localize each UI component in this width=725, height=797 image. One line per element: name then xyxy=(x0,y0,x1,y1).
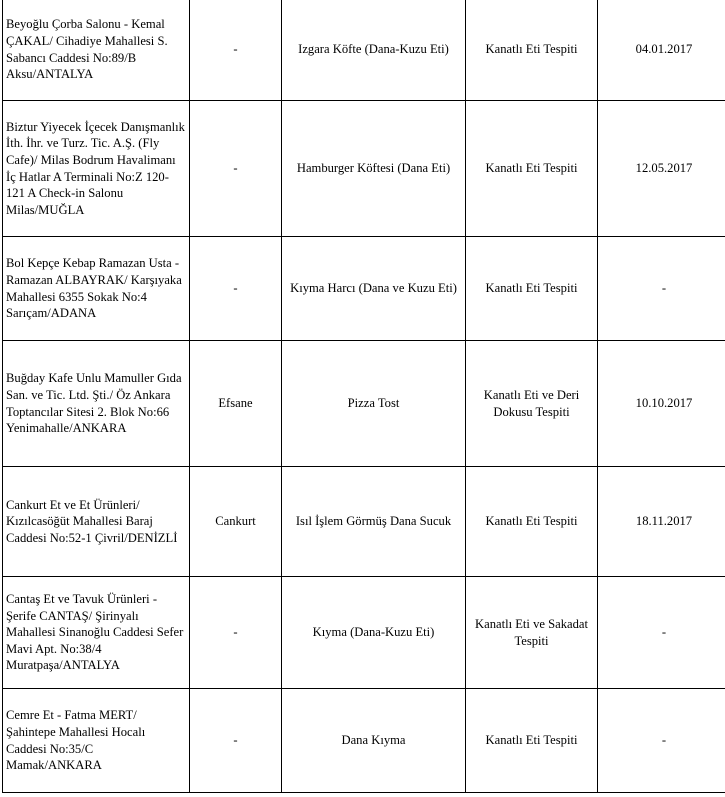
product-name: Kıyma Harcı (Dana ve Kuzu Eti) xyxy=(290,281,457,296)
finding-text: Kanatlı Eti Tespiti xyxy=(485,281,578,296)
firm-cell xyxy=(3,237,190,341)
brand-name: - xyxy=(233,281,238,296)
finding-text: Kanatlı Eti ve Deri Dokusu Tespiti xyxy=(483,387,580,419)
product-name: Pizza Tost xyxy=(347,396,400,411)
date-text: - xyxy=(661,625,667,640)
finding-cell xyxy=(466,577,598,689)
finding-cell xyxy=(466,0,598,101)
firm-cell xyxy=(3,341,190,467)
firm-name-address: Cemre Et - Fatma MERT/ Şahintepe Mahallesi Hocalı Caddesi No:35/C Mamak/ANKARA xyxy=(6,708,146,773)
table-row xyxy=(3,689,725,793)
firm-cell xyxy=(3,0,190,101)
date-cell xyxy=(598,341,725,467)
product-cell xyxy=(282,467,466,577)
product-name: Kıyma (Dana-Kuzu Eti) xyxy=(312,625,435,640)
finding-text: Kanatlı Eti Tespiti xyxy=(485,733,578,748)
finding-cell xyxy=(466,689,598,793)
product-name: Dana Kıyma xyxy=(341,733,406,748)
product-cell xyxy=(282,0,466,101)
date-text: 10.10.2017 xyxy=(635,396,693,411)
product-cell xyxy=(282,577,466,689)
date-cell xyxy=(598,467,725,577)
date-text: 12.05.2017 xyxy=(635,161,693,176)
date-text: 04.01.2017 xyxy=(635,42,693,57)
product-cell xyxy=(282,101,466,237)
date-cell xyxy=(598,689,725,793)
brand-name: Cankurt xyxy=(215,514,256,529)
firm-cell xyxy=(3,689,190,793)
brand-cell xyxy=(190,467,282,577)
table-row xyxy=(3,577,725,689)
date-cell xyxy=(598,237,725,341)
table-row xyxy=(3,0,725,101)
records-table xyxy=(2,0,725,793)
finding-cell xyxy=(466,341,598,467)
date-cell xyxy=(598,0,725,101)
product-name: Izgara Köfte (Dana-Kuzu Eti) xyxy=(298,42,449,57)
product-name: Isıl İşlem Görmüş Dana Sucuk xyxy=(295,514,452,529)
date-text: 18.11.2017 xyxy=(635,514,693,529)
firm-name-address: Beyoğlu Çorba Salonu - Kemal ÇAKAL/ Cihadiye Mahallesi S. Sabancı Caddesi No:89/B Aksu/ANTALYA xyxy=(6,17,168,82)
firm-cell xyxy=(3,577,190,689)
brand-cell xyxy=(190,341,282,467)
finding-cell xyxy=(466,467,598,577)
firm-name-address: Cankurt Et ve Et Ürünleri/ Kızılcasöğüt Mahallesi Baraj Caddesi No:52-1 Çivril/DENİZLİ xyxy=(6,497,178,545)
finding-text: Kanatlı Eti Tespiti xyxy=(485,161,578,176)
firm-cell xyxy=(3,467,190,577)
product-cell xyxy=(282,341,466,467)
brand-cell xyxy=(190,101,282,237)
brand-name: - xyxy=(233,42,238,57)
brand-cell xyxy=(190,689,282,793)
firm-name-address: Bol Kepçe Kebap Ramazan Usta - Ramazan ALBAYRAK/ Karşıyaka Mahallesi 6355 Sokak No:4 Sarıçam/ADANA xyxy=(6,256,182,321)
table-row xyxy=(3,101,725,237)
date-text: - xyxy=(661,281,667,296)
brand-cell xyxy=(190,0,282,101)
finding-cell xyxy=(466,101,598,237)
table-row xyxy=(3,467,725,577)
brand-cell xyxy=(190,577,282,689)
table-row xyxy=(3,341,725,467)
finding-text: Kanatlı Eti ve Sakadat Tespiti xyxy=(475,616,588,648)
brand-name: - xyxy=(233,733,238,748)
finding-cell xyxy=(466,237,598,341)
product-cell xyxy=(282,689,466,793)
brand-cell xyxy=(190,237,282,341)
date-cell xyxy=(598,577,725,689)
date-cell xyxy=(598,101,725,237)
product-cell xyxy=(282,237,466,341)
table-row xyxy=(3,237,725,341)
finding-text: Kanatlı Eti Tespiti xyxy=(485,42,578,57)
brand-name: - xyxy=(233,161,238,176)
date-text: - xyxy=(661,733,667,748)
firm-cell xyxy=(3,101,190,237)
finding-text: Kanatlı Eti Tespiti xyxy=(485,514,578,529)
brand-name: - xyxy=(233,625,238,640)
firm-name-address: Cantaş Et ve Tavuk Ürünleri - Şerife CANTAŞ/ Şirinyalı Mahallesi Sinanoğlu Caddesi Sefer Mavi Apt. No:38/4 Muratpaşa/ANTALYA xyxy=(6,592,184,673)
firm-name-address: Biztur Yiyecek İçecek Danışmanlık İth. İhr. ve Turz. Tic. A.Ş. (Fly Cafe)/ Milas Bodrum Havalimanı İç Hatlar A Terminali No:Z 120-121 A Check-in Salonu Milas/MUĞLA xyxy=(6,119,185,217)
brand-name: Efsane xyxy=(218,396,253,411)
firm-name-address: Buğday Kafe Unlu Mamuller Gıda San. ve Tic. Ltd. Şti./ Öz Ankara Toptancılar Sitesi 2. Blok No:66 Yenimahalle/ANKARA xyxy=(6,371,182,436)
product-name: Hamburger Köftesi (Dana Eti) xyxy=(296,161,451,176)
